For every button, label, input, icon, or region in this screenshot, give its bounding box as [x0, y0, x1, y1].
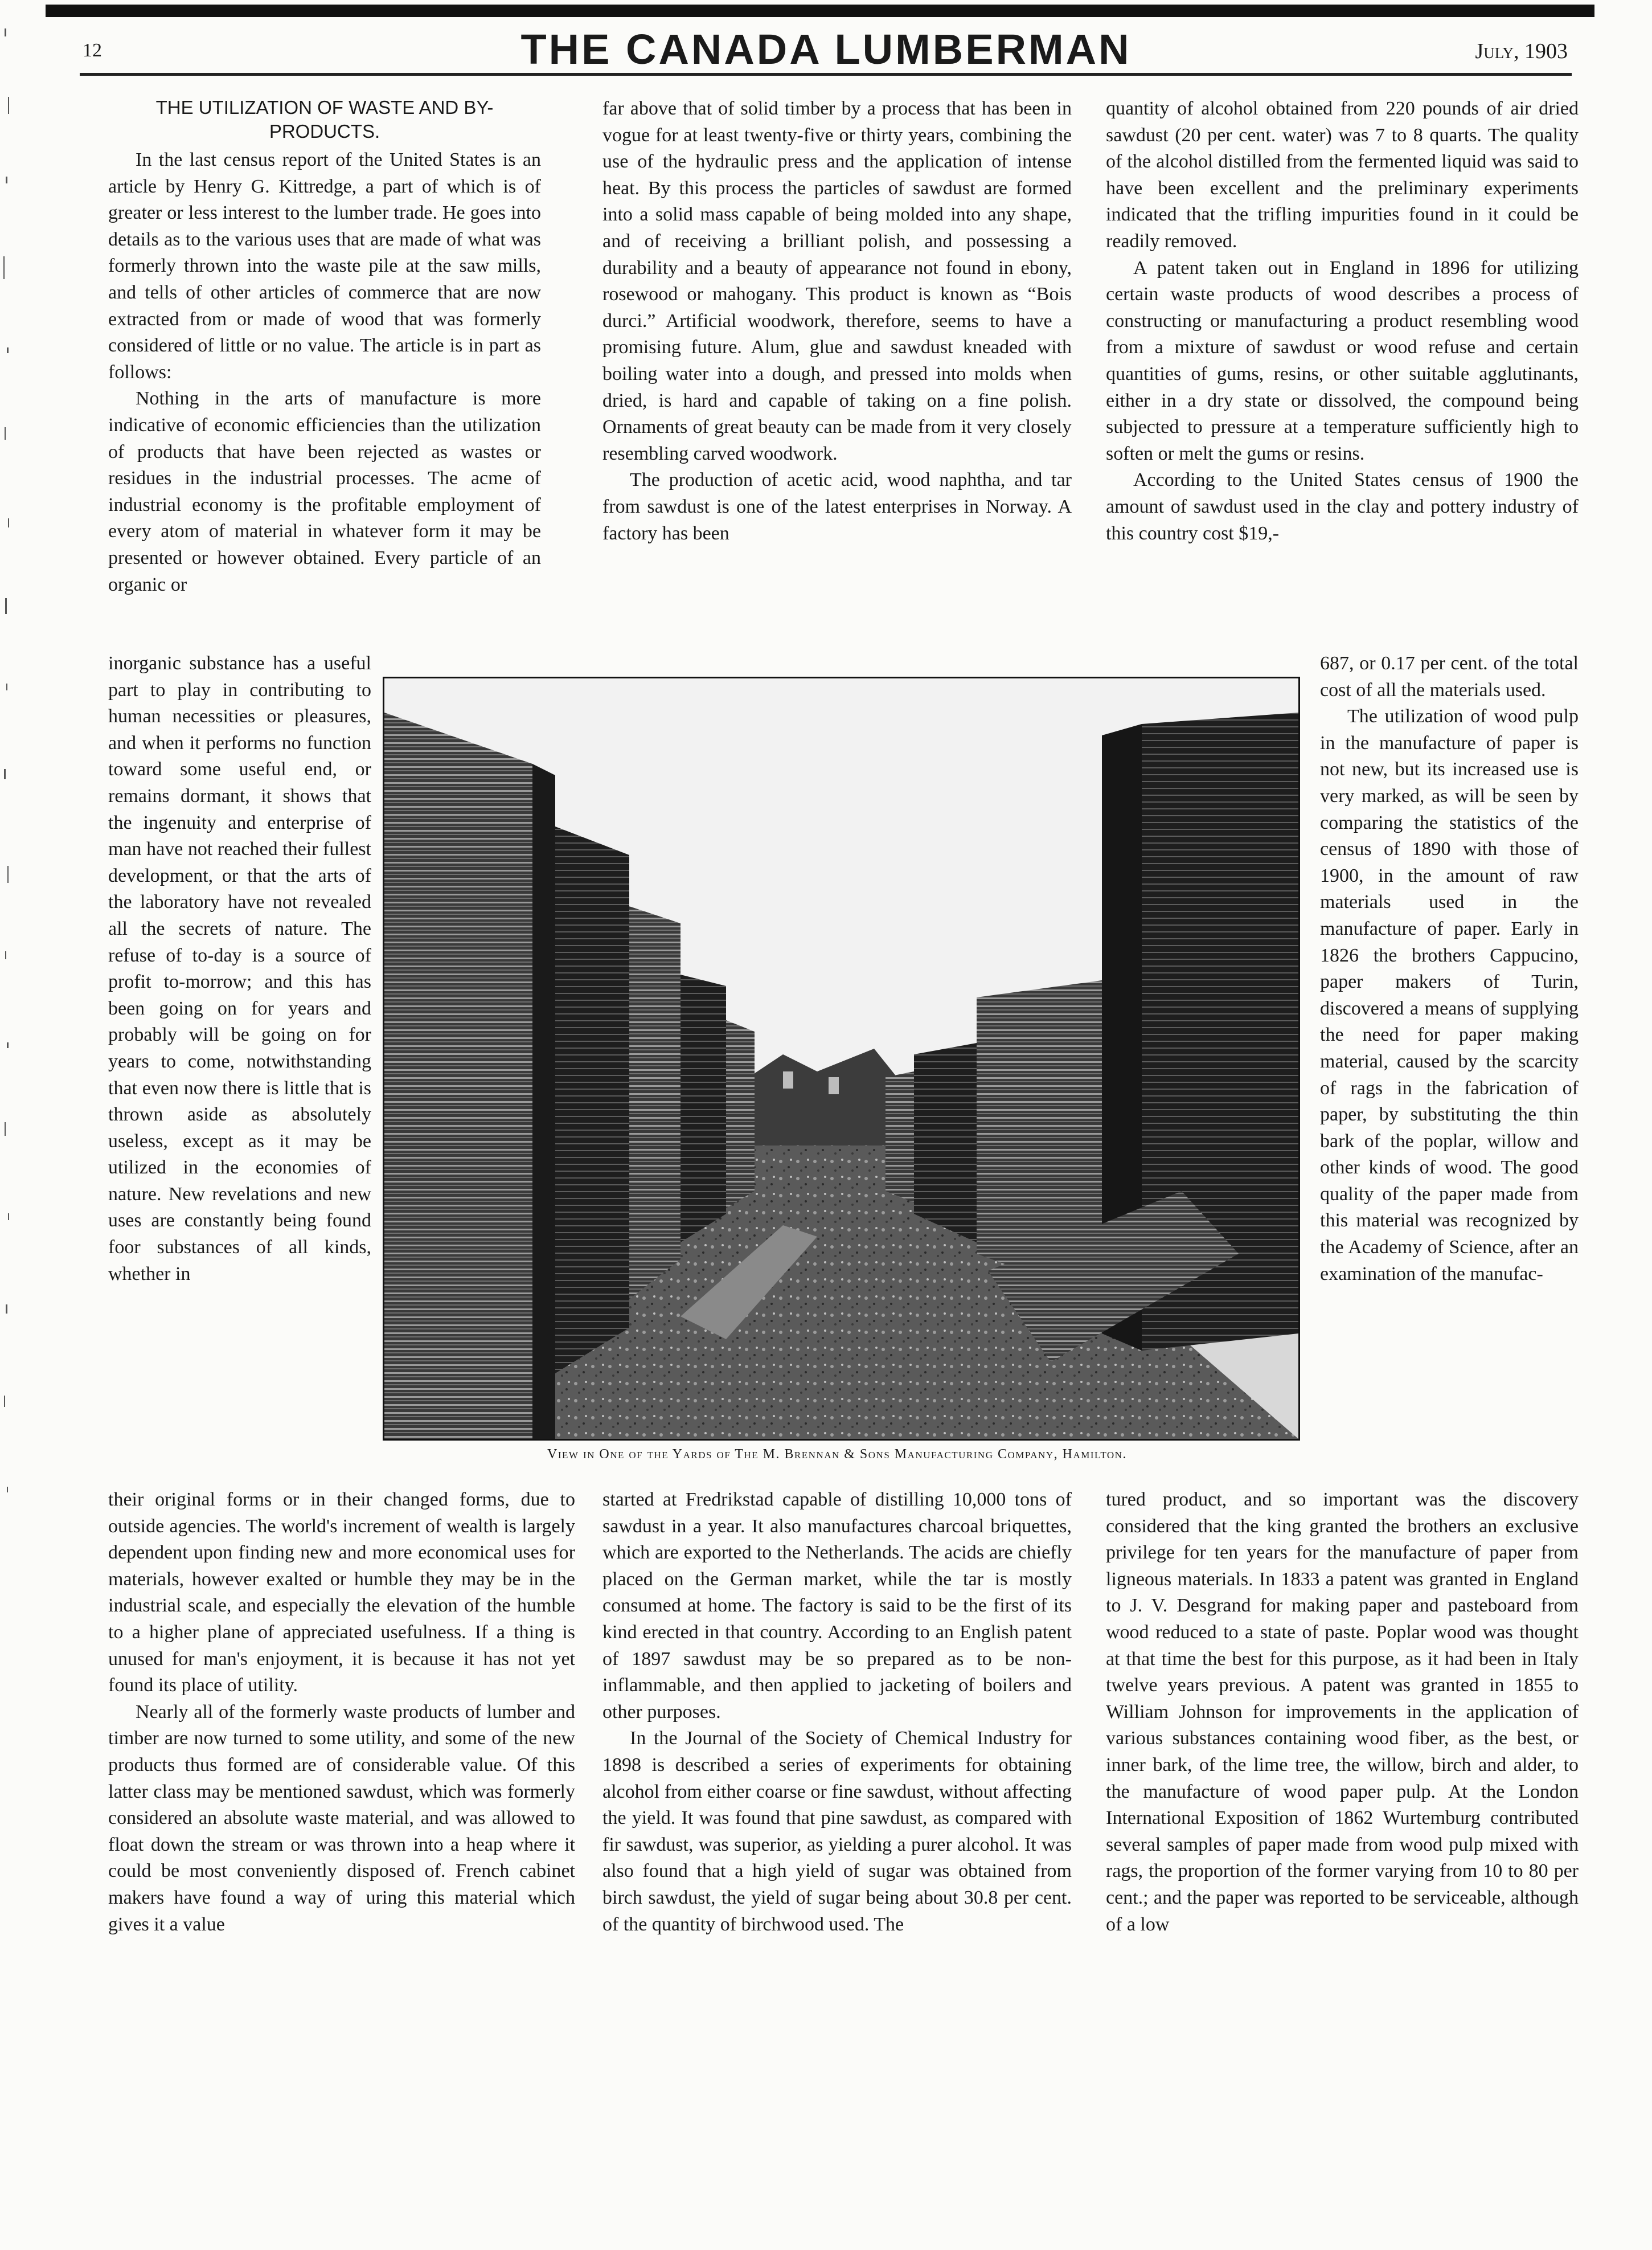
article-paragraph: In the last census report of the United States is an article by Henry G. Kittredge, a part of which is of greater or less interest to the lumber trade. He goes into details as to the various uses that are made of what was formerly thrown into the waste pile at the saw mills, and tells of other articles of commerce that are now extracted from or made of wood that was formerly considered of little or no value. The article is in part as follows: — [108, 149, 541, 383]
article-paragraph: According to the United States census of 1900 the amount of sawdust used in the clay and pottery industry of this country cost $19,- — [1106, 469, 1579, 544]
article-paragraph: 687, or 0.17 per cent. of the total cost of all the materials used. — [1320, 653, 1579, 701]
column-1-wrap — [108, 651, 371, 1287]
scan-edge-marks — [0, 28, 17, 1737]
column-2-top — [602, 96, 1072, 547]
top-border-rule — [46, 5, 1594, 17]
article-paragraph: The utilization of wood pulp in the manufacture of paper is not new, but its increased use is very marked, as will be seen by comparing the statistics of the census of 1890 with those of 1900, in the amount of raw materials used in the manufacture of paper. Early in 1826 the brothers Cappucino, paper makers of Turin, discovered a means of supplying the need for paper making material, caused by the scarcity of rags in the fabrication of paper, by substituting the thin bark of the poplar, willow and other kinds of wood. The good quality of the paper made from this material was recognized by the Academy of Science, after an examination of the manufac- — [1320, 706, 1579, 1284]
page-number: 12 — [83, 40, 102, 61]
column-1-top — [108, 96, 541, 598]
article-paragraph: Nearly all of the formerly waste products of lumber and timber are now turned to some utility, and some of the new products thus formed are of considerable value. Of this latter class may be mentioned sawdust, which was formerly considered an absolute waste material, and was allowed to float down the stream or was thrown into a heap where it could be most conveniently disposed of. French cabinet makers have found a way of uring this material which gives it a value — [108, 1701, 575, 1935]
lumber-yard-photo — [383, 677, 1300, 1441]
article-paragraph: The production of acetic acid, wood naphtha, and tar from sawdust is one of the latest enterprises in Norway. A factory has been — [602, 469, 1072, 544]
column-1-bottom — [108, 1487, 575, 1938]
article-paragraph: their original forms or in their changed forms, due to outside agencies. The world's increment of wealth is largely dependent upon finding new and more economical uses for materials, however exalted or humble they may be in the industrial scale, and especially the elevation of the humble to a higher plane of appreciated usefulness. If a thing is unused for man's enjoyment, it is because it has not yet found its place of utility. — [108, 1489, 575, 1696]
article-paragraph: inorganic substance has a useful part to play in contributing to human necessities or pleasures, and when it performs no function toward some useful end, or remains dormant, it shows that the ingenuity and enterprise of man have not reached their fullest development, or that the arts of the laboratory have not revealed all the secrets of nature. The refuse of to-day is a source of profit to-morrow; and this has been going on for years and probably will be going on for years to come, notwithstanding that even now there is little that is thrown aside as absolutely useless, except as it may be utilized in the economies of nature. New revelations and new uses are constantly being found foor substances of all kinds, whether in — [108, 653, 371, 1284]
header-rule — [80, 73, 1572, 76]
lumber-yard-illustration — [384, 678, 1298, 1439]
column-2-bottom — [602, 1487, 1072, 1938]
column-3-top — [1106, 96, 1579, 547]
article-paragraph: A patent taken out in England in 1896 for utilizing certain waste products of wood describes a process of constructing or manufacturing a product resembling wood from a mixture of sawdust or wood refuse and certain quantities of gums, resins, or other suitable agglutinants, either in a dry state or dissolved, the compound being subjected to pressure at a temperature sufficiently high to soften or melt the gums or resins. — [1106, 257, 1579, 464]
article-paragraph: far above that of solid timber by a process that has been in vogue for at least twenty-five or thirty years, combining the use of the hydraulic press and the application of intense heat. By this process the particles of sawdust are formed into a solid mass capable of being molded into any shape, and of receiving a brilliant polish, and possessing a durability and a beauty of appearance not found in ebony, rosewood or mahogany. This product is known as “Bois durci.” Artificial woodwork, therefore, seems to have a promising future. Alum, glue and sawdust kneaded with boiling water into a dough, and pressed into molds when dried, is hard and capable of taking on a fine polish. Ornaments of great beauty can be made from it very closely resembling carved woodwork. — [602, 98, 1072, 464]
masthead-title: THE CANADA LUMBERMAN — [520, 26, 1132, 73]
article-paragraph: In the Journal of the Society of Chemical Industry for 1898 is described a series of experiments for obtaining alcohol from either coarse or fine sawdust, without affecting the yield. It was found that pine sawdust, as compared with fir sawdust, was superior, as yielding a purer alcohol. It was also found that a high yield of sugar was obtained from birch sawdust, the yield of sugar being about 30.8 per cent. of the quantity of birchwood used. The — [602, 1728, 1072, 1935]
photo-caption: View in One of the Yards of The M. Brennan & Sons Manufacturing Company, Hamilton. — [547, 1447, 1127, 1462]
article-paragraph: tured product, and so important was the discovery considered that the king granted the brothers an exclusive privilege for ten years for the manufacture of paper from ligneous materials. In 1833 a patent was granted in England to J. V. Desgrand for making paper and pasteboard from wood reduced to a state of paste. Poplar wood was thought at that time the best for this purpose, as it had been in Italy twelve years previous. A patent was granted in 1855 to William Johnson for improvements in the application of various substances containing wood fiber, as the best, or inner bark, of the lime tree, the willow, birch and alder, to the manufacture of wood paper pulp. At the London International Exposition of 1862 Wurtemburg contributed several samples of paper made from wood pulp mixed with rags, the proportion of the former varying from 10 to 80 per cent.; and the paper was reported to be serviceable, although of a low — [1106, 1489, 1579, 1935]
column-3-bottom — [1106, 1487, 1579, 1938]
column-3-wrap — [1320, 651, 1579, 1287]
article-paragraph: Nothing in the arts of manufacture is more indicative of economic efficiencies than the utilization of products that have been rejected as wastes or residues in the industrial processes. The acme of industrial economy is the profitable employment of every atom of material in whatever form it may be presented or however obtained. Every particle of an organic or — [108, 388, 541, 595]
article-title: THE UTILIZATION OF WASTE AND BY-PRODUCTS. — [155, 97, 494, 142]
article-paragraph: started at Fredrikstad capable of distilling 10,000 tons of sawdust in a year. It also manufactures charcoal briquettes, which are exported to the Netherlands. The acids are chiefly placed on the German market, while the tar is mostly consumed at home. The factory is said to be the first of its kind erected in that country. According to an English patent of 1897 sawdust may be so prepared as to be non-inflammable, and then applied to jacketing of boilers and other purposes. — [602, 1489, 1072, 1723]
issue-date: July, 1903 — [1475, 39, 1568, 63]
article-paragraph: quantity of alcohol obtained from 220 pounds of air dried sawdust (20 per cent. water) was 7 to 8 quarts. The quality of the alcohol distilled from the fermented liquid was said to have been excellent and the preliminary experiments indicated that the trifling impurities found in it could be readily removed. — [1106, 98, 1579, 252]
